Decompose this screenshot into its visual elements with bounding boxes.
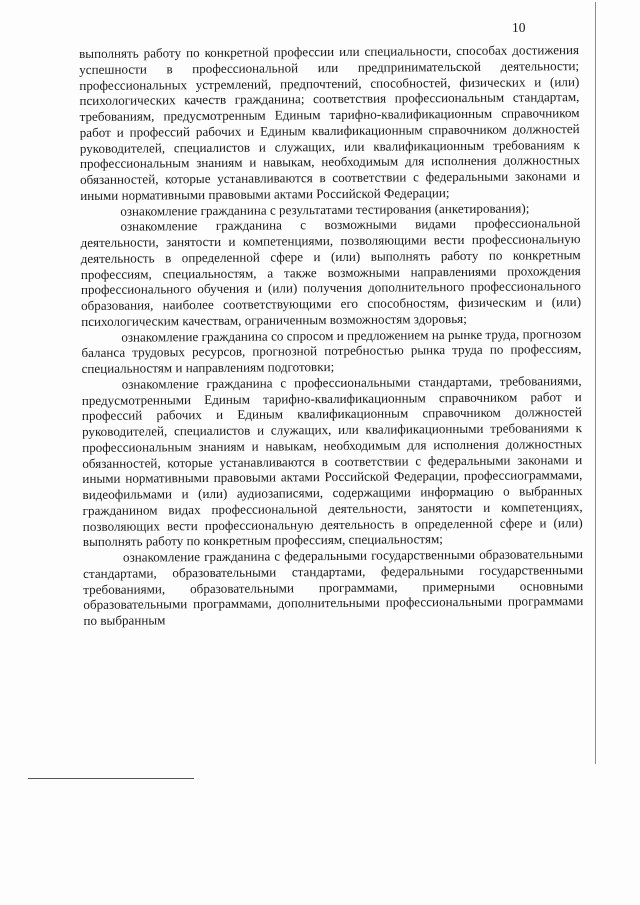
body-text bbox=[79, 42, 584, 629]
scan-edge-line bbox=[595, 2, 596, 764]
paragraph-educational-standards: ознакомление гражданина с федеральными государственными образовательными стандартами, образовательными стандартами, федеральными государственными требованиями, образовательными программами, примерными основными образовательными программами, дополнительными профессиональными программами по выбранным bbox=[83, 546, 584, 628]
paragraph-continuation: выполнять работу по конкретной профессии или специальности, способах достижения успешности в профессиональной или предпринимательской деятельности; профессиональных устремлений, предпочтений, способностей, физических и (или) психологических качеств гражданина; соответствия профессиональным стандартам, требованиям, предусмотренным Единым тарифно-квалификационным справочником работ и профессий рабочих и Единым квалификационным справочником должностей руководителей, специалистов и служащих, или квалификационным требованиям к профессиональным знаниям и навыкам, необходимым для исполнения должностных обязанностей, которые устанавливаются в соответствии с федеральными законами и иными нормативными правовыми актами Российской Федерации; bbox=[79, 42, 581, 203]
paragraph-test-results: ознакомление гражданина с результатами тестирования (анкетирования); bbox=[120, 199, 530, 219]
paragraph-activity-types: ознакомление гражданина с возможными видами профессиональной деятельности, занятости и компетенциями, позволяющими вести профессиональную деятельность в определенной сфере и (или) выполнять работу по конкретным профессиям, специальностям, а также возможными направлениями прохождения профессионального обучения и (или) получения дополнительного профессионального образования, наиболее соответствующими его способностям, физическим и (или) психологическим качествам, ограниченным возможностям здоровья; bbox=[80, 215, 582, 329]
page-number: 10 bbox=[512, 20, 526, 35]
paragraph-labor-market: ознакомление гражданина со спросом и предложением на рынке труда, прогнозом баланса трудовых ресурсов, прогнозной потребностью рынка труда по профессиям, специальностям и направлениям подготовки; bbox=[81, 325, 582, 376]
footnote-separator bbox=[28, 778, 194, 779]
paragraph-professional-standards: ознакомление гражданина с профессиональными стандартами, требованиями, предусмотренными Единым тарифно-квалификационным справочником работ и профессий рабочих и Единым квалификационным справочником должностей руководителей, специалистов и служащих, или квалификационными требованиями к профессиональным знаниям и навыкам, необходимым для исполнения должностных обязанностей, которые устанавливаются в соответствии с федеральными законами и иными нормативными правовыми актами Российской Федерации, профессиограммами, видеофильмами и (или) аудиозаписями, содержащими информацию о выбранных гражданином видах профессиональной деятельности, занятости и компетенциях, позволяющих вести профессиональную деятельность в определенной сфере и (или) выполнять работу по конкретным профессиям, специальностям; bbox=[81, 372, 583, 550]
